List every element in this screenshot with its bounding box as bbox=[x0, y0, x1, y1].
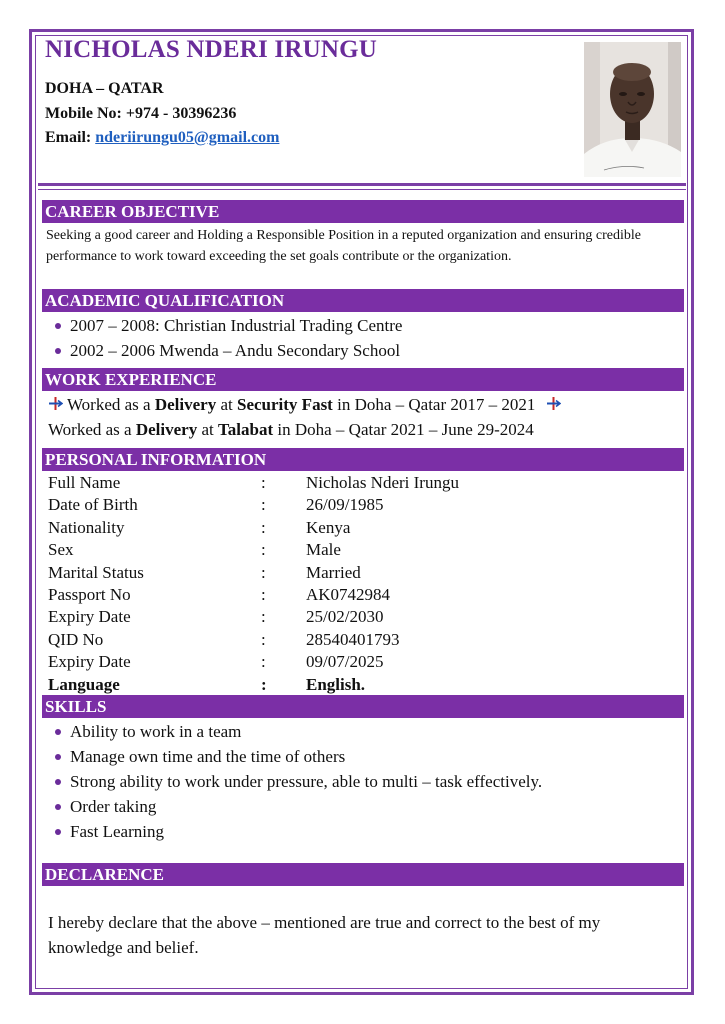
candidate-name: NICHOLAS NDERI IRUNGU bbox=[45, 36, 378, 63]
work-role: Delivery bbox=[154, 395, 217, 414]
list-item: 2002 – 2006 Mwenda – Andu Secondary School bbox=[46, 338, 402, 363]
table-row: Passport No : AK0742984 bbox=[48, 585, 391, 605]
career-objective-text: Seeking a good career and Holding a Responsible Position in a reputed organization and ensuring credible performance to work toward exceeding the set goals contribute or the organization. bbox=[46, 228, 641, 264]
skills-list bbox=[46, 719, 542, 844]
list-item: Strong ability to work under pressure, able to multi – task effectively. bbox=[46, 769, 542, 794]
table-row: Date of Birth : 26/09/1985 bbox=[48, 495, 384, 515]
list-item: 2007 – 2008: Christian Industrial Trading Centre bbox=[46, 313, 402, 338]
table-row: Expiry Date : 25/02/2030 bbox=[48, 607, 384, 627]
section-header-declaration: DECLARENCE bbox=[42, 863, 684, 886]
header-divider-thick bbox=[38, 183, 686, 186]
email-line bbox=[45, 129, 279, 147]
arrow-bullet-icon bbox=[48, 396, 63, 411]
arrow-bullet-icon bbox=[546, 396, 561, 411]
section-header-academic: ACADEMIC QUALIFICATION bbox=[42, 289, 684, 312]
table-row: Full Name : Nicholas Nderi Irungu bbox=[48, 473, 459, 492]
email-label: Email: bbox=[45, 129, 92, 146]
table-row: QID No : 28540401793 bbox=[48, 629, 400, 649]
profile-photo-image bbox=[584, 42, 681, 177]
work-role: Delivery bbox=[135, 420, 198, 439]
list-item: Order taking bbox=[46, 794, 542, 819]
list-item: Fast Learning bbox=[46, 819, 542, 844]
work-entry: Worked as a Delivery at Talabat in Doha – Qatar 2021 – June 29-2024 bbox=[48, 420, 534, 439]
section-header-career-objective: CAREER OBJECTIVE bbox=[42, 200, 684, 223]
declaration-text: I hereby declare that the above – mentioned are true and correct to the best of my knowledge and belief. bbox=[48, 913, 601, 957]
email-link[interactable]: nderiirungu05@gmail.com bbox=[95, 129, 280, 146]
work-entry: Worked as a Delivery at Security Fast in Doha – Qatar 2017 – 2021 bbox=[48, 393, 561, 417]
header-divider-thin bbox=[38, 189, 686, 190]
section-header-work-experience: WORK EXPERIENCE bbox=[42, 368, 684, 391]
work-company: Talabat bbox=[218, 420, 274, 439]
section-header-skills: SKILLS bbox=[42, 695, 684, 718]
table-row: Language : English. bbox=[48, 674, 366, 694]
table-row: Expiry Date : 09/07/2025 bbox=[48, 652, 384, 672]
location: DOHA – QATAR bbox=[45, 80, 164, 97]
table-row: Marital Status : Married bbox=[48, 562, 361, 582]
table-row: Nationality : Kenya bbox=[48, 517, 351, 537]
list-item: Ability to work in a team bbox=[46, 719, 542, 744]
profile-photo bbox=[584, 42, 681, 177]
mobile-number: Mobile No: +974 - 30396236 bbox=[45, 105, 237, 122]
academic-list bbox=[46, 313, 402, 363]
work-company: Security Fast bbox=[237, 395, 333, 414]
table-row: Sex : Male bbox=[48, 540, 341, 560]
section-header-personal-information: PERSONAL INFORMATION bbox=[42, 448, 684, 471]
list-item: Manage own time and the time of others bbox=[46, 744, 542, 769]
personal-info-table bbox=[48, 472, 459, 696]
